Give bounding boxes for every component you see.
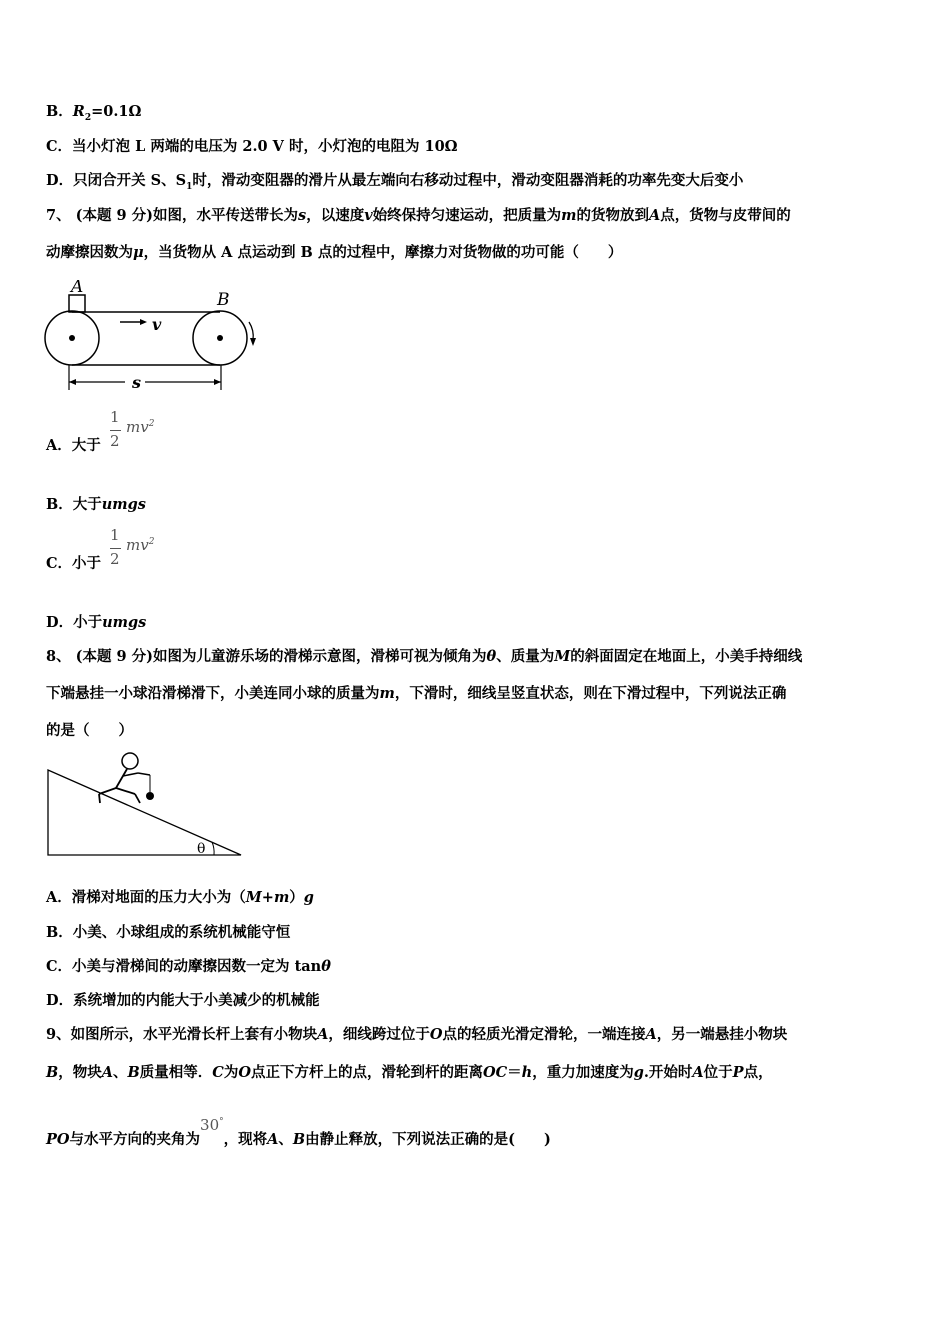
slide-figure bbox=[44, 748, 249, 860]
q9-stem-line2: B，物块A、B质量相等．C为O点正下方杆上的点，滑轮到杆的距离OC＝h，重力加速度为g.开始时A位于P点， bbox=[46, 1064, 773, 1081]
q7-stem-line1: 7、 (本题 9 分)如图，水平传送带长为s，以速度v始终保持匀速运动，把质量为m的货物放到A点，货物与皮带间的 bbox=[46, 207, 791, 224]
q8-option-c: C．小美与滑梯间的动摩擦因数一定为 tanθ bbox=[46, 958, 331, 975]
q8-stem-line3: 的是（ ） bbox=[46, 722, 133, 739]
q9-stem-line3: PO与水平方向的夹角为30°，现将A、B由静止释放，下列说法正确的是( ) bbox=[46, 1116, 551, 1148]
q7-option-a: A．大于 bbox=[46, 437, 101, 454]
q8-stem-line2: 下端悬挂一小球沿滑梯滑下，小美连同小球的质量为m，下滑时，细线呈竖直状态，则在下滑过程中，下列说法正确 bbox=[46, 685, 787, 702]
q9-stem-line1: 9、如图所示，水平光滑长杆上套有小物块A，细线跨过位于O点的轻质光滑定滑轮，一端连接A，另一端悬挂小物块 bbox=[46, 1026, 788, 1043]
q8-option-a: A．滑梯对地面的压力大小为（M+m）g bbox=[46, 889, 314, 906]
label-v: v bbox=[152, 315, 162, 334]
q8-option-b: B．小美、小球组成的系统机械能守恒 bbox=[46, 924, 291, 941]
label-b: B bbox=[217, 290, 230, 310]
label-a: A bbox=[71, 280, 84, 297]
q8-option-d: D．系统增加的内能大于小美减少的机械能 bbox=[46, 992, 320, 1009]
angle-theta: θ bbox=[197, 841, 206, 857]
label-s: s bbox=[132, 373, 142, 392]
conveyor-belt-figure bbox=[40, 280, 270, 395]
q7-option-d: D．小于umgs bbox=[46, 614, 147, 631]
q6-option-c: C．当小灯泡 L 两端的电压为 2.0 V 时，小灯泡的电阻为 10Ω bbox=[46, 138, 458, 155]
q8-stem-line1: 8、 (本题 9 分)如图为儿童游乐场的滑梯示意图，滑梯可视为倾角为θ、质量为M的斜面固定在地面上，小美手持细线 bbox=[46, 648, 803, 665]
q7-option-c: C．小于 bbox=[46, 555, 102, 572]
angle-30: 30° bbox=[200, 1116, 224, 1134]
q6-option-d: D．只闭合开关 S、$S_1$时，滑动变阻器的滑片从最左端向右移动过程中，滑动变阻器消耗的功率先变大后变小 bbox=[46, 172, 744, 192]
q7-option-b: B．大于umgs bbox=[46, 496, 146, 513]
q7-stem-line2: 动摩擦因数为μ，当货物从 A 点运动到 B 点的过程中，摩擦力对货物做的功可能（ ） bbox=[46, 244, 623, 261]
q6-option-b: B．$R_2=0.1\Omega$ bbox=[46, 103, 142, 123]
